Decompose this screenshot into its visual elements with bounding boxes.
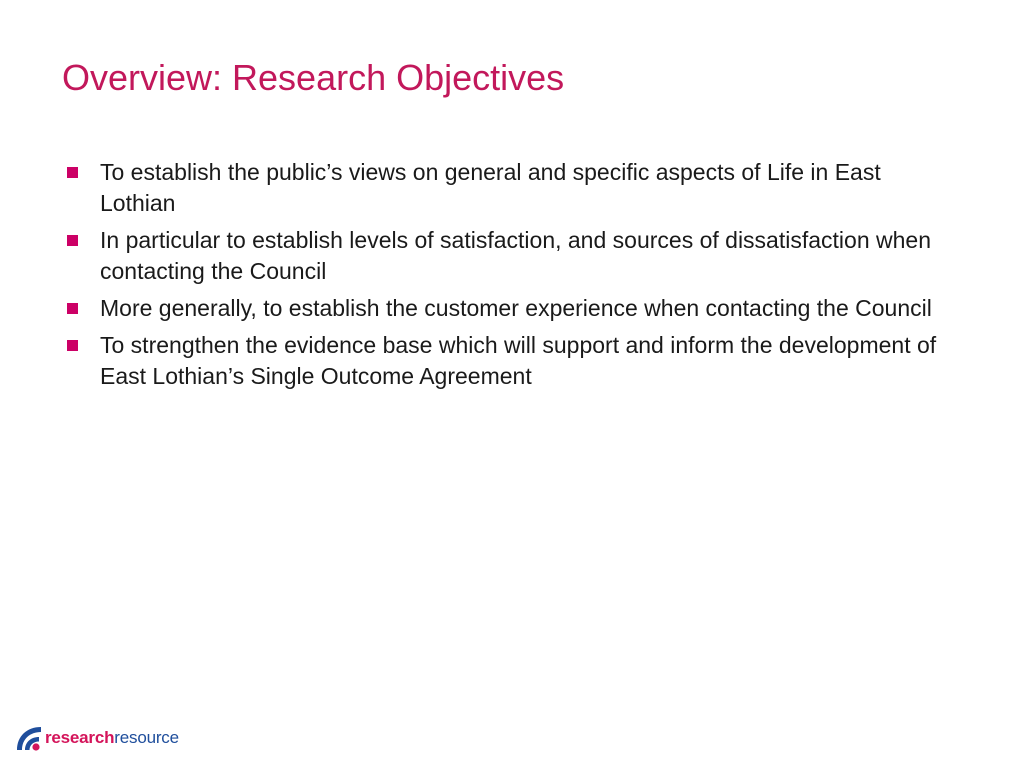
logo-text [45,727,179,749]
square-bullet-icon [67,340,78,351]
bullet-text: In particular to establish levels of satisfaction, and sources of dissatisfaction when contacting the Council [100,227,931,284]
list-item [62,157,962,219]
research-resource-logo-mark-icon [14,724,44,752]
objectives-list [62,157,962,398]
slide-title: Overview: Research Objectives [62,57,565,98]
square-bullet-icon [67,235,78,246]
company-logo [14,722,179,754]
logo-word-resource: resource [114,728,179,747]
bullet-text: More generally, to establish the customer experience when contacting the Council [100,295,932,321]
bullet-text: To establish the public’s views on general and specific aspects of Life in East Lothian [100,159,881,216]
logo-word-research: research [45,728,115,747]
square-bullet-icon [67,167,78,178]
square-bullet-icon [67,303,78,314]
list-item [62,293,962,324]
bullet-text: To strengthen the evidence base which will support and inform the development of East Lothian’s Single Outcome Agreement [100,332,937,389]
list-item [62,330,962,392]
list-item [62,225,962,287]
